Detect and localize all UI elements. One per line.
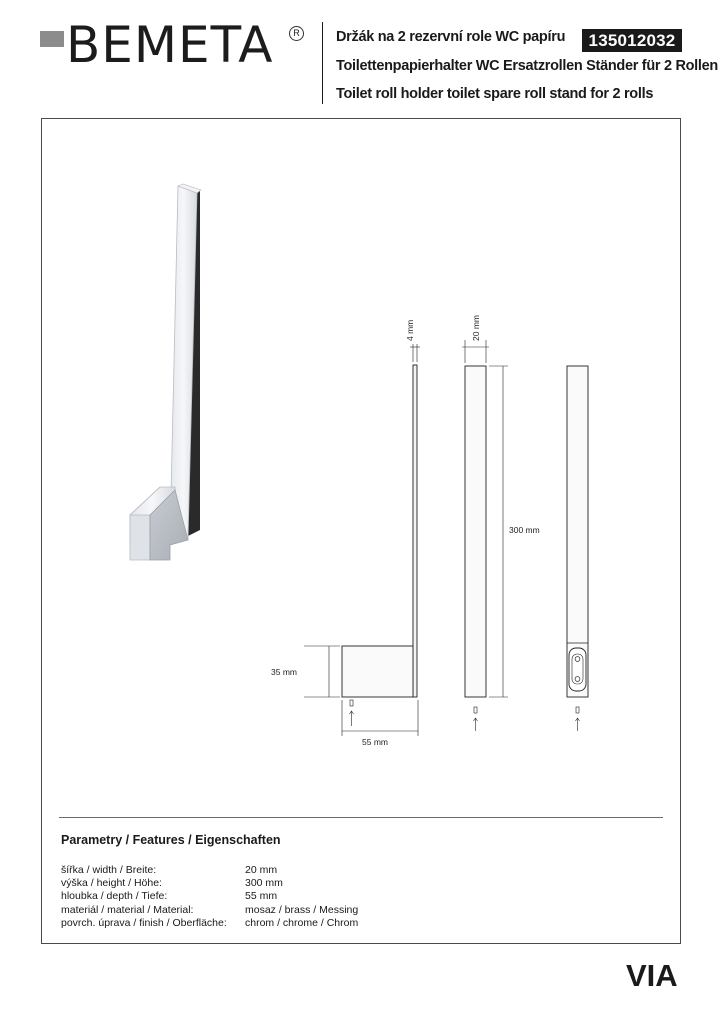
param-value: 55 mm bbox=[245, 890, 278, 902]
param-value: 300 mm bbox=[245, 877, 283, 889]
series-name: VIA bbox=[626, 958, 678, 993]
dim-height-label: 300 mm bbox=[509, 525, 540, 535]
product-title-en: Toilet roll holder toilet spare roll stand for 2 rolls bbox=[336, 86, 654, 102]
param-label: materiál / material / Material: bbox=[61, 904, 194, 916]
param-label: povrch. úprava / finish / Oberfläche: bbox=[61, 917, 227, 929]
front-view bbox=[462, 340, 508, 731]
product-photo bbox=[130, 184, 201, 560]
dim-width-label: 20 mm bbox=[471, 315, 481, 341]
features-heading: Parametry / Features / Eigenschaften bbox=[61, 833, 281, 847]
side-view bbox=[304, 344, 420, 736]
dim-thickness-label: 4 mm bbox=[405, 319, 415, 341]
dim-base-height-label: 35 mm bbox=[271, 667, 297, 677]
param-label: výška / height / Höhe: bbox=[61, 877, 162, 889]
param-label: šířka / width / Breite: bbox=[61, 864, 157, 876]
product-title-cs: Držák na 2 rezervní role WC papíru bbox=[336, 29, 566, 45]
param-value: mosaz / brass / Messing bbox=[245, 904, 359, 916]
back-view bbox=[567, 366, 588, 731]
section-divider bbox=[59, 817, 663, 818]
param-value: 20 mm bbox=[245, 864, 278, 876]
registered-mark: R bbox=[289, 26, 304, 41]
param-value: chrom / chrome / Chrom bbox=[245, 917, 359, 929]
dim-depth-label: 55 mm bbox=[362, 737, 388, 747]
brand-logo: BEMETA bbox=[66, 16, 274, 74]
product-title-de: Toilettenpapierhalter WC Ersatzrollen Ständer für 2 Rollen bbox=[336, 58, 718, 74]
param-label: hloubka / depth / Tiefe: bbox=[61, 890, 168, 902]
product-code-badge: 135012032 bbox=[582, 29, 682, 52]
